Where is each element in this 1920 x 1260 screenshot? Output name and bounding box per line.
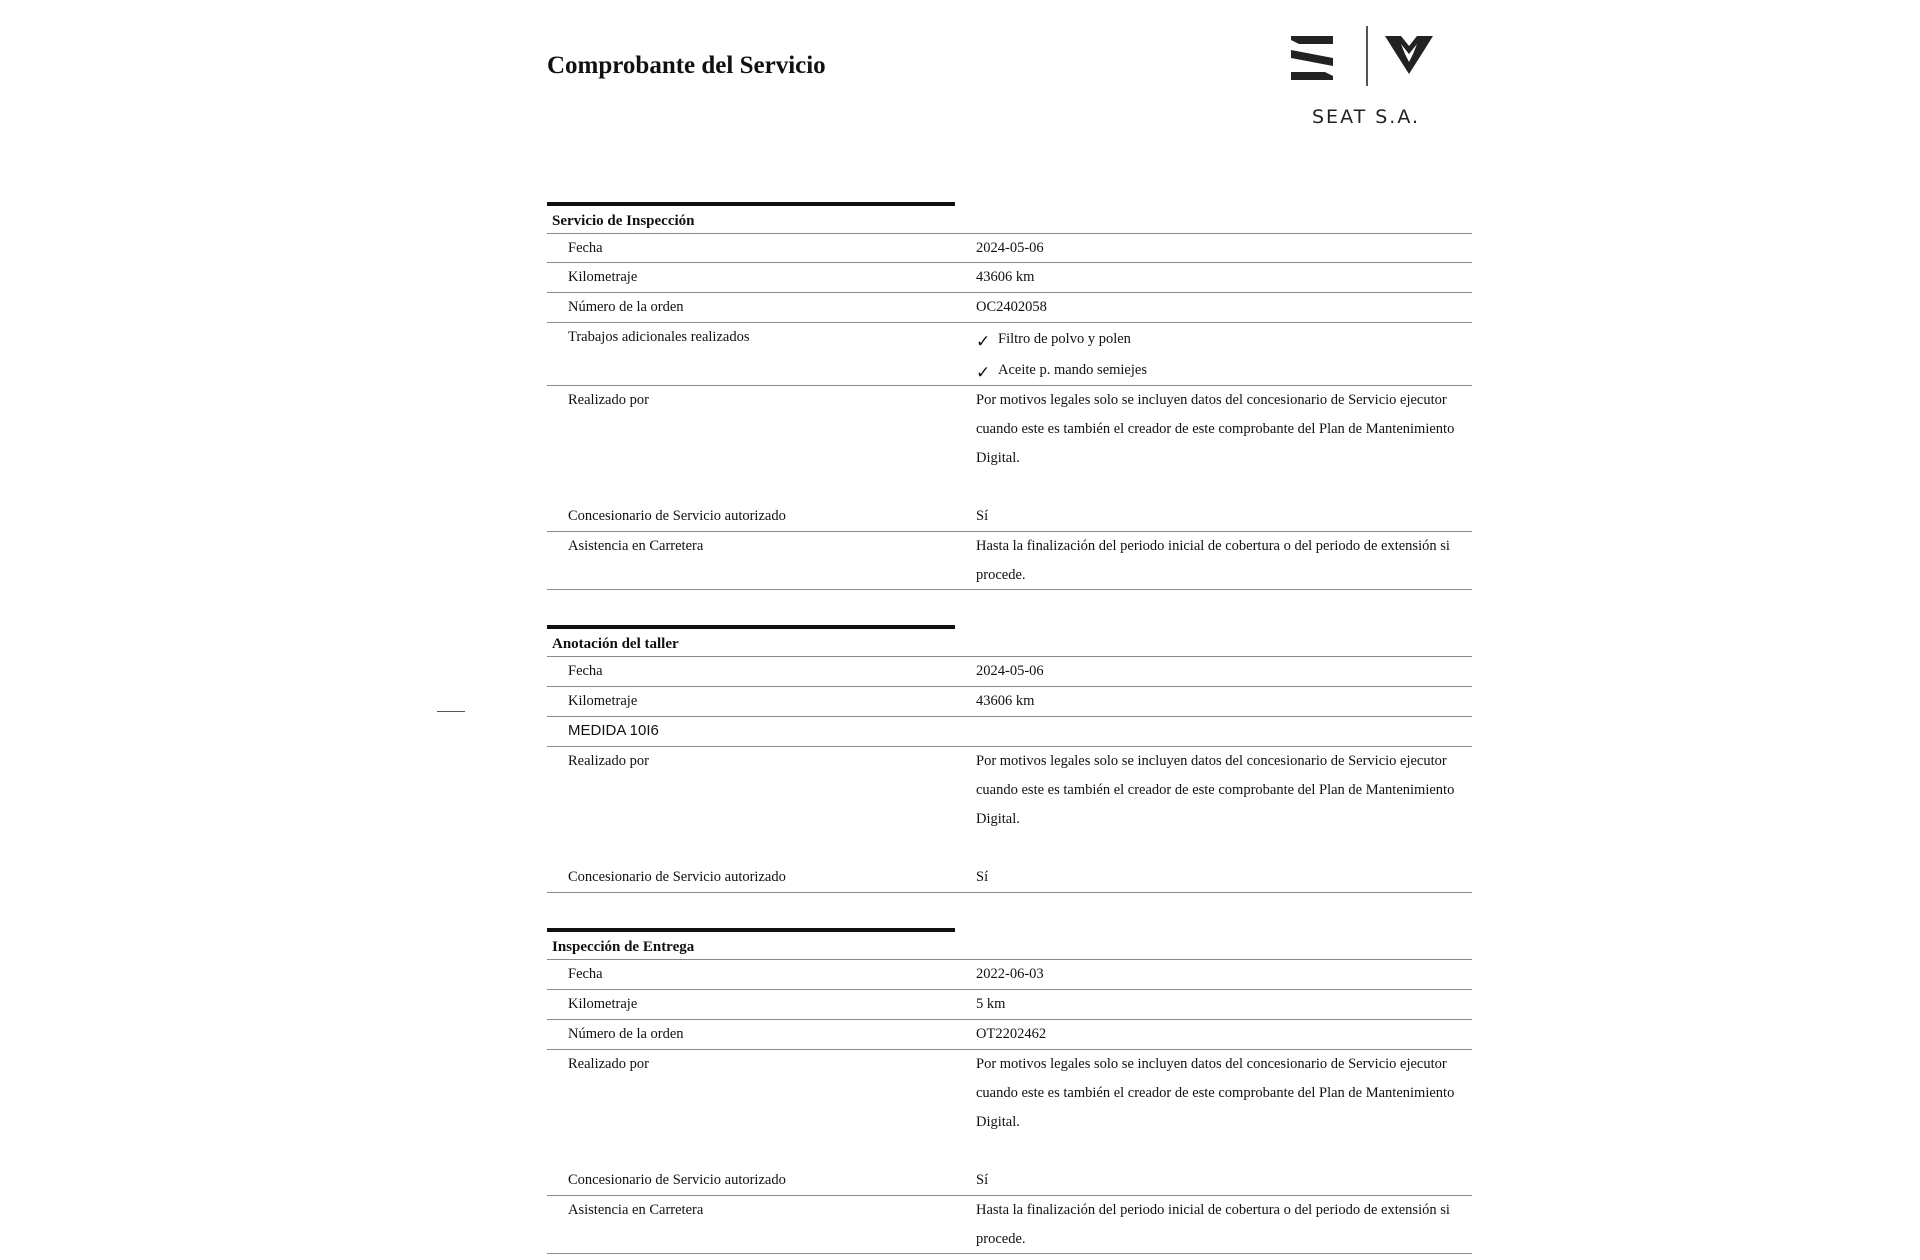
row-label: Concesionario de Servicio autorizado [568,869,786,885]
row-value: Sí [976,508,989,524]
section-title: Anotación del taller [552,636,679,652]
row-value: Por motivos legales solo se incluyen datos del concesionario de Servicio ejecutor cuando este es también el creador de este comprobante del Plan de Mantenimiento Digital. [976,753,1455,827]
checklist [976,326,1472,388]
brand-logo [1285,22,1455,132]
check-item-label: Filtro de polvo y polen [998,331,1131,347]
section-header [547,202,1472,234]
check-item [976,357,1472,388]
table-row [547,1020,1472,1050]
row-label: Fecha [568,240,603,256]
row-value: Sí [976,1172,989,1188]
table-row [547,502,1472,532]
table-row [547,960,1472,990]
table-row [547,1196,1472,1254]
table-row [547,386,1472,502]
table-row [547,234,1472,263]
table-row [547,747,1472,863]
table-row [547,293,1472,323]
row-value: 43606 km [976,693,1035,709]
row-label: Número de la orden [568,299,684,315]
row-label: MEDIDA 10I6 [568,722,659,739]
table-row [547,1050,1472,1166]
row-value: Sí [976,869,989,885]
side-mark [437,711,465,712]
section-rule [547,625,955,629]
checkmark-icon: ✓ [976,363,991,383]
table-row [547,687,1472,717]
section-header [547,928,1472,960]
table-row [547,657,1472,687]
row-value: Por motivos legales solo se incluyen datos del concesionario de Servicio ejecutor cuando este es también el creador de este comprobante del Plan de Mantenimiento Digital. [976,392,1455,466]
section-rule [547,928,955,932]
row-label: Fecha [568,663,603,679]
row-label: Asistencia en Carretera [568,1202,704,1218]
row-label: Trabajos adicionales realizados [568,329,750,345]
table-row [547,263,1472,293]
table-row [547,717,1472,747]
row-label: Asistencia en Carretera [568,538,704,554]
section-header [547,625,1472,657]
row-value: Hasta la finalización del periodo inicial de cobertura o del periodo de extensión si procede. [976,538,1450,583]
table-row [547,863,1472,893]
page-title: Comprobante del Servicio [547,52,826,79]
check-item [976,326,1472,357]
checkmark-icon: ✓ [976,332,991,352]
section-title: Inspección de Entrega [552,939,695,955]
table-row [547,532,1472,590]
row-label: Concesionario de Servicio autorizado [568,1172,786,1188]
row-label: Concesionario de Servicio autorizado [568,508,786,524]
row-value: 43606 km [976,269,1035,285]
section-rule [547,202,955,206]
section-servicio-inspeccion [547,202,1472,590]
seat-cupra-logo-icon [1285,22,1455,102]
row-label: Fecha [568,966,603,982]
row-value: 2024-05-06 [976,663,1044,679]
row-value: 5 km [976,996,1006,1012]
row-label: Número de la orden [568,1026,684,1042]
section-inspeccion-entrega [547,928,1472,1254]
brand-name: SEAT S.A. [1312,106,1421,128]
row-label: Kilometraje [568,693,638,709]
section-title: Servicio de Inspección [552,213,695,229]
row-label: Realizado por [568,753,649,769]
section-anotacion-taller [547,625,1472,893]
row-value: Por motivos legales solo se incluyen datos del concesionario de Servicio ejecutor cuando este es también el creador de este comprobante del Plan de Mantenimiento Digital. [976,1056,1455,1130]
row-label: Realizado por [568,392,649,408]
row-label: Kilometraje [568,269,638,285]
row-value: 2024-05-06 [976,240,1044,256]
row-value: OT2202462 [976,1026,1047,1042]
row-value: Hasta la finalización del periodo inicial de cobertura o del periodo de extensión si procede. [976,1202,1450,1247]
check-item-label: Aceite p. mando semiejes [998,362,1147,378]
table-row [547,1166,1472,1196]
table-row [547,323,1472,386]
row-value: OC2402058 [976,299,1047,315]
row-label: Kilometraje [568,996,638,1012]
row-value: 2022-06-03 [976,966,1044,982]
table-row [547,990,1472,1020]
row-label: Realizado por [568,1056,649,1072]
